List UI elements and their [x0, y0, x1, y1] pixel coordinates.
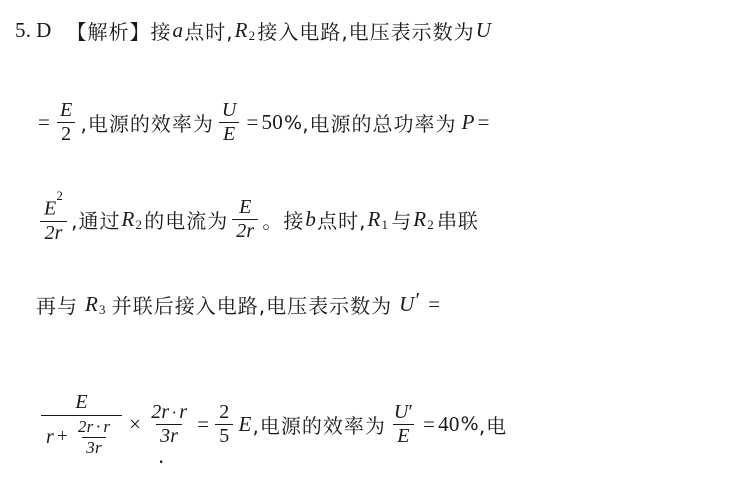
emf-symbol-E: E: [238, 411, 252, 436]
resistor-symbol-R: R: [121, 207, 135, 232]
solution-line-5: [36, 392, 507, 457]
text-fragment-5: ,通过: [71, 209, 121, 234]
fraction-E-over-r-plus-parallel: [41, 392, 122, 457]
value-forty: 40: [438, 411, 460, 436]
fraction-numerator: E: [239, 196, 252, 219]
fraction-denominator: 3r: [82, 437, 106, 457]
center-dot: ·: [95, 417, 102, 436]
value-fifty: 50: [261, 110, 283, 134]
fraction-2rr-over-3r: [147, 402, 191, 447]
denominator-2r: 2r: [44, 221, 63, 244]
text-fragment-10: 串联: [436, 209, 479, 234]
text-fragment-7: 。接: [262, 209, 305, 234]
trailing-punctuation: .: [158, 444, 165, 468]
numerator-r: r: [103, 417, 111, 436]
solution-line-4: [36, 290, 442, 319]
plus-sign: +: [56, 426, 68, 448]
resistor-subscript-3: 3: [99, 301, 106, 317]
fraction-numerator: E: [60, 99, 73, 121]
center-dot: ·: [171, 402, 178, 422]
fraction-Uprime-over-E: [390, 402, 417, 447]
resistor-symbol-R: R: [367, 207, 381, 232]
fraction-denominator: 2r: [232, 219, 258, 242]
text-fragment-1: 点时,: [184, 20, 234, 44]
fraction-2-over-5: [215, 402, 233, 447]
fraction-numerator: [147, 402, 191, 424]
fraction-U-over-E: [218, 100, 241, 145]
point-b-symbol: b: [305, 207, 317, 232]
multiply-sign: ×: [129, 411, 142, 436]
fraction-denominator: 3r: [156, 424, 182, 447]
resistor-subscript-2: 2: [427, 216, 434, 232]
text-fragment-8: 点时,: [317, 209, 367, 234]
resistor-symbol-R: R: [234, 18, 248, 42]
resistor-symbol-R: R: [413, 207, 427, 232]
numerator-U: U: [393, 400, 409, 423]
text-fragment-6: 的电流为: [144, 209, 229, 234]
fraction-numerator: [74, 418, 114, 437]
equals-sign-6: =: [423, 411, 436, 436]
fraction-E2-over-2r: [40, 188, 67, 244]
voltage-symbol-U: U: [475, 18, 492, 42]
exponent-2: 2: [56, 188, 64, 203]
question-number: 5.: [15, 18, 32, 42]
denominator-expression: [45, 418, 118, 457]
point-a-symbol: a: [172, 18, 184, 42]
text-fragment-3: ,电源的效率为: [80, 112, 214, 136]
solution-line-1: [14, 16, 492, 45]
fraction-denominator: E: [393, 424, 413, 447]
text-fragment-13: ,电源的效率为: [252, 413, 386, 438]
prime-mark: ′: [408, 400, 414, 423]
fraction-denominator: [40, 221, 66, 244]
equals-sign-2: =: [246, 110, 259, 134]
text-fragment-4: ,电源的总功率为: [302, 112, 457, 136]
fraction-denominator: 5: [215, 424, 233, 447]
fraction-numerator: [390, 402, 417, 424]
numerator-2r: 2r: [151, 400, 170, 423]
resistor-subscript-1: 1: [381, 216, 389, 232]
fraction-numerator: E: [75, 391, 88, 413]
percent-sign-1: %: [283, 111, 303, 134]
resistor-subscript-2: 2: [135, 216, 143, 232]
fraction-denominator: 2: [57, 122, 75, 145]
solution-line-3: [36, 188, 479, 244]
fraction-denominator: [41, 415, 122, 457]
numerator-r: r: [179, 400, 188, 423]
text-fragment-12: 并联后接入电路,电压表示数为: [111, 294, 393, 318]
percent-sign-2: %: [460, 413, 479, 436]
equals-sign-4: =: [428, 292, 441, 316]
fraction-numerator: U: [221, 99, 237, 121]
equals-sign-1: =: [38, 110, 51, 134]
numerator-2r: 2r: [77, 417, 94, 436]
numerator-E: E: [44, 197, 57, 220]
prime-mark: ′: [415, 288, 421, 312]
fraction-numerator: [40, 188, 67, 221]
fraction-E-over-2r: [232, 197, 258, 242]
text-fragment-2: 接入电路,电压表示数为: [257, 20, 475, 44]
solution-line-2: [36, 100, 492, 145]
power-symbol-P: P: [461, 110, 475, 134]
equals-sign-5: =: [197, 411, 210, 436]
answer-letter: D: [36, 18, 52, 42]
fraction-numerator: 2: [219, 400, 230, 423]
voltage-symbol-U: U: [399, 292, 415, 316]
analysis-label: 【解析】接: [66, 20, 172, 44]
equals-sign-3: =: [477, 110, 490, 134]
resistor-subscript-2: 2: [248, 27, 256, 43]
text-fragment-9: 与: [391, 209, 413, 234]
fraction-denominator: E: [219, 122, 239, 145]
fraction-E-over-2: [56, 100, 76, 145]
text-fragment-14: ,电: [478, 413, 508, 438]
nested-fraction-2rr-over-3r: [74, 418, 114, 457]
text-fragment-11: 再与: [36, 294, 78, 318]
internal-resistance-r: r: [46, 425, 54, 448]
resistor-symbol-R: R: [85, 292, 99, 316]
